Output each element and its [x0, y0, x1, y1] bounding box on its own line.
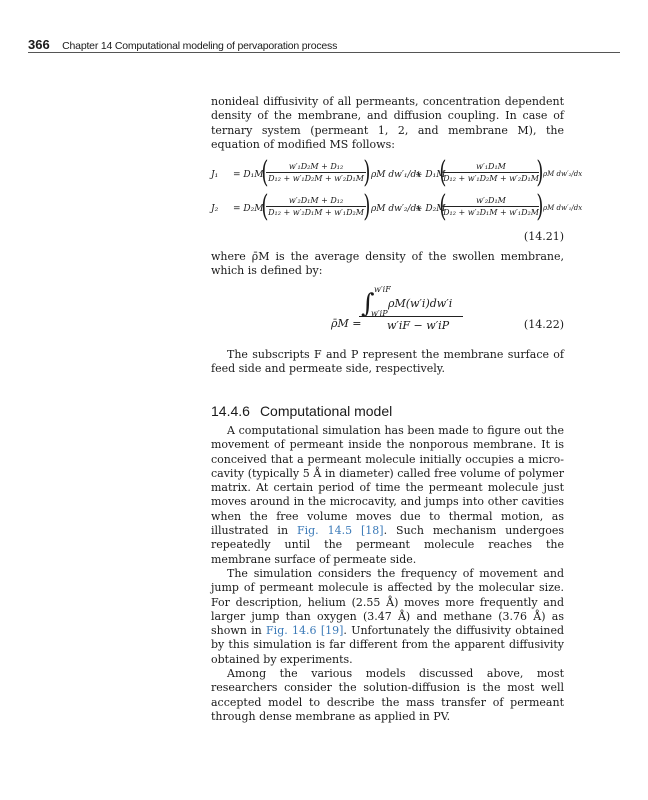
left-paren: (: [261, 189, 269, 224]
eq2-term-1: ρM dw′₂/dx: [371, 204, 422, 214]
rho-bar-lhs: ρ̄M =: [331, 317, 362, 330]
section-heading: [211, 403, 564, 419]
paragraph-computational-simulation: A computational simulation has been made to figure out the movement of permeant inside the nonporous membrane. It is conceived that a permeant molecule initially occupies a micro-cavity (typically 5 Å in diameter) called free volume of polymer matrix. At certain period of time the permeant molecule just moves around in the microcavity, and jumps into other cavities when the free volume moves due to thermal motion, as illustrated in Fig. 14.5 [18]. Such mechanism undergoes repeatedly until the permeant molecule reaches the membrane surface of permeate side.: [211, 424, 564, 566]
eq1-fraction-1: $\frac{\text{w′₁D₂M + D₁₂}}{\text{D₁₂ + w′₁D₂M + w′₂D₁M}}$: [266, 162, 366, 183]
left-paren: (: [439, 155, 447, 190]
eq2-plus: + D₂M: [415, 204, 446, 214]
figure-link-14-6[interactable]: Fig. 14.6 [19]: [266, 624, 344, 638]
equation-14-21: [211, 155, 583, 245]
eq1-lhs: J₁: [211, 170, 219, 180]
lower-limit: w′iP: [371, 309, 388, 318]
figure-link-14-5[interactable]: Fig. 14.5 [18]: [296, 524, 384, 538]
equation-number-14-21: (14.21): [523, 230, 564, 243]
chapter-title: Chapter 14 Computational modeling of pervaporation process: [62, 40, 338, 52]
eq2-fraction-2: $\frac{\text{w′₂D₁M}}{\text{D₁₂ + w′₂D₁M + w′₁D₂M}}$: [443, 196, 539, 217]
equation-row-1: [211, 155, 583, 190]
denominator: w′iF − w′iP: [387, 319, 450, 332]
where-paragraph: where ρ̄M is the average density of the swollen membrane, which is defined by:: [211, 250, 564, 278]
paragraph-simulation-frequency: The simulation considers the frequency of movement and jump of permeant molecule is affected by the molecular size. For description, helium (2.55 Å) moves more frequently and larger jump than oxygen (3.47 Å) and methane (3.76 Å) as shown in Fig. 14.6 [19]. Unfortunately the diffusivity obtained by this simulation is far different from the apparent diffusivity obtained by experiments.: [211, 566, 564, 666]
right-paren: ): [363, 189, 371, 224]
right-paren: ): [536, 189, 544, 224]
eq1-term-2: ρM dw′₂/dx: [543, 170, 583, 178]
eq1-coef: = D₁M: [233, 170, 264, 180]
body-text: [211, 424, 564, 724]
eq2-term-2: ρM dw′₁/dx: [543, 204, 583, 212]
intro-block: [211, 95, 564, 152]
eq1-plus: + D₁M: [415, 170, 446, 180]
right-paren: ): [363, 155, 371, 190]
intro-paragraph: nonideal diffusivity of all permeants, concentration dependent density of the membrane, and diffusion coupling. In case of ternary system (permeant 1, 2, and membrane M), the equation of modified MS follows:: [211, 95, 564, 151]
eq1-fraction-2: $\frac{\text{w′₁D₁M}}{\text{D₁₂ + w′₁D₂M + w′₂D₁M}}$: [443, 162, 539, 183]
equation-14-22: [211, 285, 564, 345]
eq2-lhs: J₂: [211, 204, 219, 214]
section-title: Computational model: [259, 403, 393, 419]
page-number: 366: [28, 37, 50, 52]
paragraph-models-summary: Among the various models discussed above, most researchers consider the solution-diffusion is the most well accepted model to describe the mass transfer of permeant through dense membrane as applied in PV.: [211, 667, 564, 723]
left-paren: (: [261, 155, 269, 190]
right-paren: ): [536, 155, 544, 190]
where-block: [211, 250, 564, 279]
left-paren: (: [439, 189, 447, 224]
upper-limit: w′iF: [374, 285, 391, 294]
integral-sign: ∫: [361, 289, 375, 319]
fraction-bar: [359, 316, 463, 317]
integrand: ρM(w′i)dw′i: [388, 297, 453, 310]
eq2-coef: = D₂M: [233, 204, 264, 214]
equation-row-2: [211, 189, 583, 224]
subscripts-paragraph: The subscripts F and P represent the membrane surface of feed side and permeate side, respectively.: [211, 348, 564, 376]
section-number: 14.4.6: [211, 403, 250, 419]
eq2-fraction-1: $\frac{\text{w′₂D₁M + D₁₂}}{\text{D₁₂ + w′₂D₁M + w′₁D₂M}}$: [266, 196, 366, 217]
eq1-term-1: ρM dw′₁/dx: [371, 170, 422, 180]
subscripts-block: [211, 348, 564, 377]
header-divider: [28, 52, 620, 53]
equation-number-14-22: (14.22): [523, 318, 564, 331]
